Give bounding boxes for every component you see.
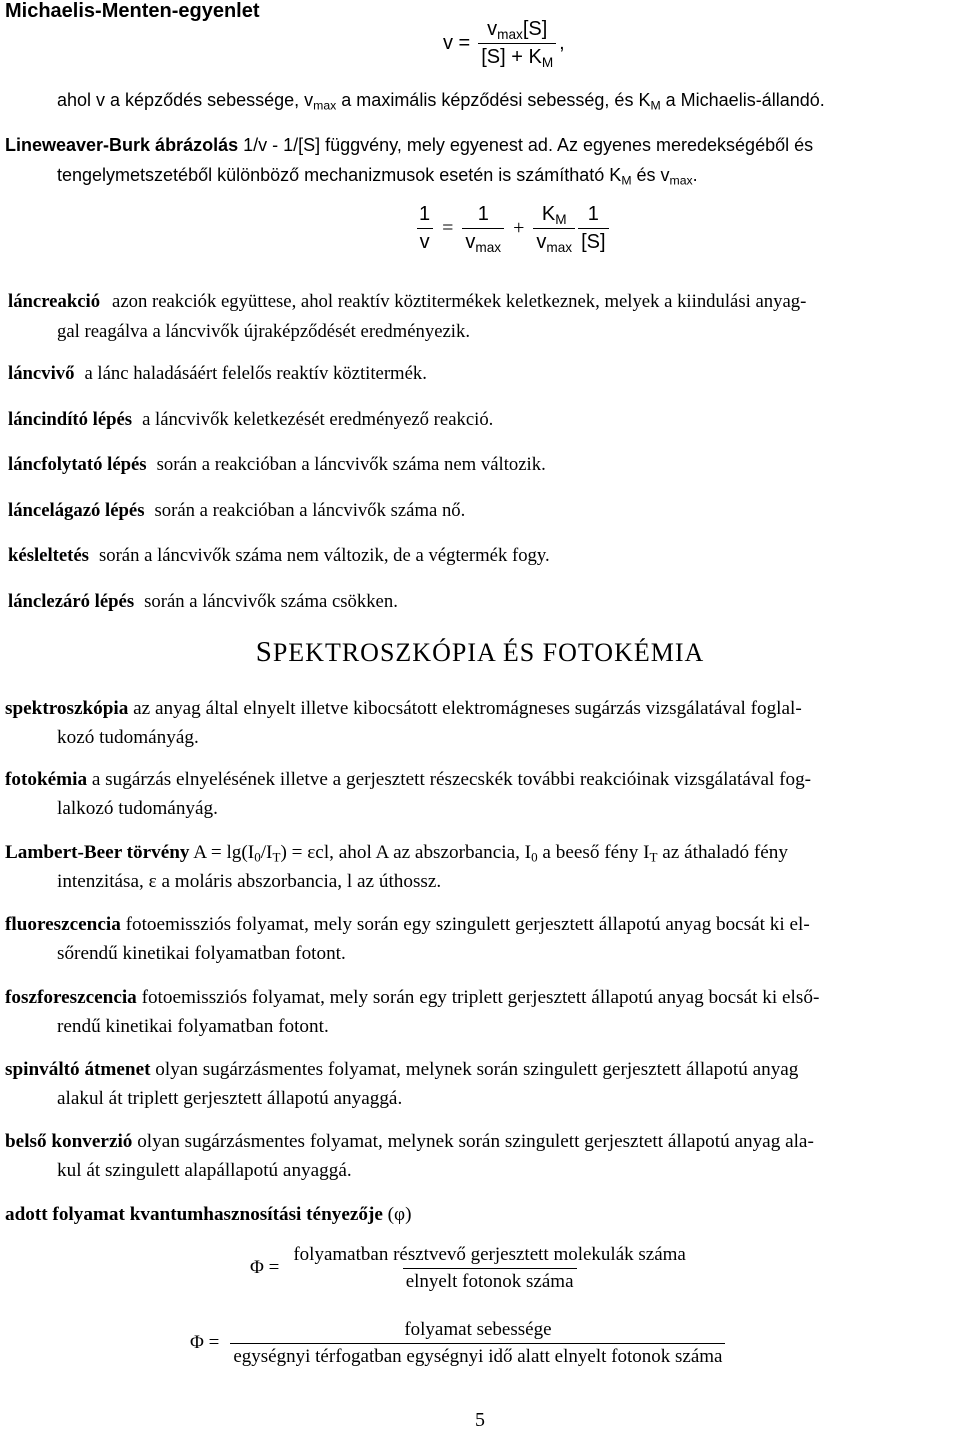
mm-lhs: v = bbox=[443, 32, 471, 54]
def-fluoreszcencia: fluoreszcencia fotoemissziós folyamat, mely során egy szingulett gerjesztett állapotú anyag bocsát ki el- sőrendű kinetikai folyamatban fotont. bbox=[5, 914, 810, 964]
def-spektroszkopia: spektroszkópia az anyag által elnyelt illetve kibocsátott elektromágneses sugárzás vizsgálatával foglal- kozó tudományág. bbox=[5, 698, 802, 748]
def-lancindito: láncindító lépés a láncvivők keletkezését eredményező reakció. bbox=[8, 409, 494, 430]
def-lancreakcio: láncreakció azon reakciók együttese, ahol reaktív köztitermékek keletkeznek, melyek a kiindulási anyag- gal reagálva a láncvivők újraképződését eredményezik. bbox=[8, 291, 807, 342]
def-foszforeszcencia: foszforeszcencia fotoemissziós folyamat, mely során egy triplett gerjesztett állapotú anyag bocsát ki első- rendű kinetikai folyamatban fotont. bbox=[5, 987, 820, 1037]
mm-fraction: $\frac{v_{max}[S]}{[S] + K_M}$ bbox=[478, 18, 556, 69]
lb-term: Lineweaver-Burk ábrázolás bbox=[5, 135, 239, 155]
lineweaver-burk-equation: $\frac{1}{v}$ = $\frac{1}{v_{max}}$ + $\frac{K_M}{v_{max}}$ $\frac{1}{[S]}$ bbox=[413, 203, 612, 254]
def-fotokemia: fotokémia a sugárzás elnyelésének illetve a gerjesztett részecskék további reakcióinak vizsgálatával fog- lalkozó tudományág. bbox=[5, 769, 812, 819]
phi-equation-2: Φ = folyamat sebessége egységnyi térfogatban egységnyi idő alatt elnyelt fotonok száma bbox=[190, 1319, 728, 1368]
lineweaver-burk-definition: Lineweaver-Burk ábrázolás 1/v - 1/[S] függvény, mely egyenest ad. Az egyenes meredekségéből és tengelymetszetéből különböző mechanizmusok esetén is számítható $K_M$ és $v_{max}$. bbox=[5, 135, 814, 188]
def-kesleltetes: késleltetés során a láncvivők száma nem változik, de a végtermék fogy. bbox=[8, 545, 550, 566]
def-lancelagazo: láncelágazó lépés során a reakcióban a láncvivők száma nő. bbox=[8, 500, 466, 521]
def-kvantumhasznositas: adott folyamat kvantumhasznosítási tényezője (φ) bbox=[5, 1204, 412, 1225]
def-lanclezaro: lánclezáró lépés során a láncvivők száma csökken. bbox=[8, 591, 398, 612]
page-number: 5 bbox=[475, 1409, 485, 1431]
phi-equation-1: Φ = $\frac{\text{folyamatban résztvevő gerjesztett molekulák száma}}{\text{elnyelt fotonok száma}}$ bbox=[250, 1244, 686, 1292]
mm-comma: , bbox=[559, 32, 565, 54]
michaelis-menten-equation bbox=[443, 18, 565, 69]
page-heading: Michaelis-Menten-egyenlet bbox=[5, 0, 260, 22]
def-lancvivo: láncvivő a lánc haladásáért felelős reaktív köztitermék. bbox=[8, 363, 427, 384]
mm-description: ahol v a képződés sebessége, $v_{max}$ a maximális képződési sebesség, és $K_M$ a Michaelis-állandó. bbox=[57, 90, 825, 113]
def-spinvalto: spinváltó átmenet olyan sugárzásmentes folyamat, melynek során szingulett gerjesztett állapotú anyag alakul át triplett gerjesztett állapotú anyaggá. bbox=[5, 1059, 799, 1109]
def-lancfolytato: láncfolytató lépés során a reakcióban a láncvivők száma nem változik. bbox=[8, 454, 546, 475]
phi1-lhs: Φ = bbox=[250, 1257, 280, 1279]
section-title: SPEKTROSZKÓPIA ÉS FOTOKÉMIA bbox=[255, 636, 705, 668]
def-lambert-beer: Lambert-Beer törvény $A = \lg(I_0/I_T) = \varepsilon cl$, ahol A az abszorbancia, $I_0$ a beeső fény $I_T$ az áthaladó fény intenzitása, ε a moláris abszorbancia, l az úthossz. bbox=[5, 842, 788, 892]
def-belso-konverzio: belső konverzió olyan sugárzásmentes folyamat, melynek során szingulett gerjesztett állapotú anyag ala- kul át szingulett alapállapotú anyaggá. bbox=[5, 1131, 814, 1181]
phi2-lhs: Φ = bbox=[190, 1332, 220, 1354]
